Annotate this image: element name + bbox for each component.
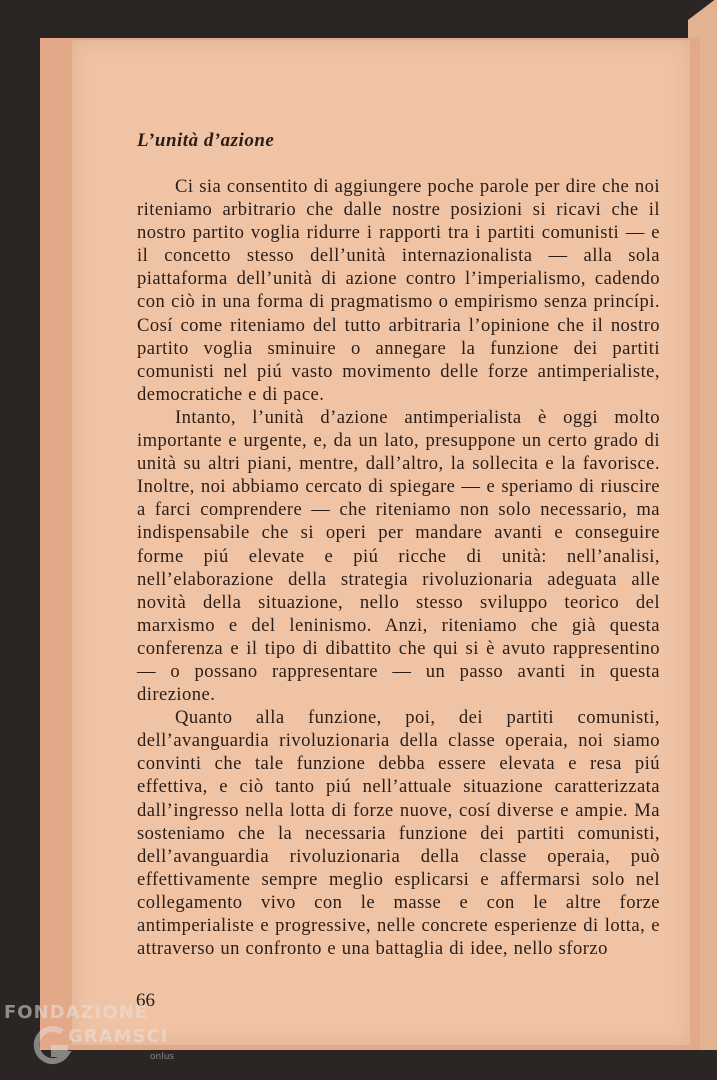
paragraph-3: Quanto alla funzione, poi, dei partiti comunisti, dell’avanguardia rivoluzionaria della classe operaia, noi siamo convinti che tale funzione debba essere elevata e resa piú effettiva, e ciò tanto piú nell’attuale situazione caratterizzata dall’ingresso nella lotta di forze nuove, cosí diverse e ampie. Ma sosteniamo che la necessaria funzione dei partiti comunisti, dell’avanguardia rivoluzionaria della classe operaia, può effettivamente sempre meglio esplicarsi e affermarsi solo nel collegamento vivo con le masse e con le altre forze antimperialiste e progressive, nelle concrete esperienze di lotta, e attraverso un confronto e una battaglia di idee, nello sforzo <box>137 707 660 960</box>
watermark-line-2: GRAMSCI <box>68 1026 169 1047</box>
watermark-suffix: onlus <box>150 1052 175 1062</box>
paragraph-1: Ci sia consentito di aggiungere poche parole per dire che noi riteniamo arbitrario che dalle nostre posizioni si ricavi che il nostro partito voglia ridurre i rapporti tra i partiti comunisti — e il concetto stesso dell’unità internazionalista — alla sola piattaforma dell’unità di azione contro l’imperialismo, cadendo con ciò in una forma di pragmatismo o empirismo senza princípi. Cosí come riteniamo del tutto arbitraria l’opinione che il nostro partito voglia sminuire o annegare la funzione dei partiti comunisti nel piú vasto movimento delle forze antimperialiste, democratiche e di pace. <box>137 176 660 405</box>
watermark <box>4 998 184 1078</box>
watermark-line-1: FONDAZIONE <box>4 1002 148 1023</box>
page-number: 66 <box>136 990 155 1011</box>
paragraph-2: Intanto, l’unità d’azione antimperialista è oggi molto importante e urgente, e, da un lato, presuppone un certo grado di unità su altri piani, mentre, dall’altro, la sollecita e la favorisce. Inoltre, noi abbiamo cercato di spiegare — e speriamo di riuscire a farci comprendere — che riteniamo non solo necessario, ma indispensabile che si operi per mandare avanti e conseguire forme piú elevate e piú ricche di unità: nell’analisi, nell’elaborazione della strategia rivoluzionaria adeguata alle novità della situazione, nello stesso sviluppo teorico del marxismo e del leninismo. Anzi, riteniamo che già questa conferenza e il tipo di dibattito che qui si è avuto rappresentino — o possano rappresentare — un passo avanti in questa direzione. <box>137 406 660 706</box>
body-text <box>137 175 660 960</box>
running-head: L’unità d’azione <box>137 130 275 151</box>
gramsci-logo-icon <box>32 1024 72 1068</box>
